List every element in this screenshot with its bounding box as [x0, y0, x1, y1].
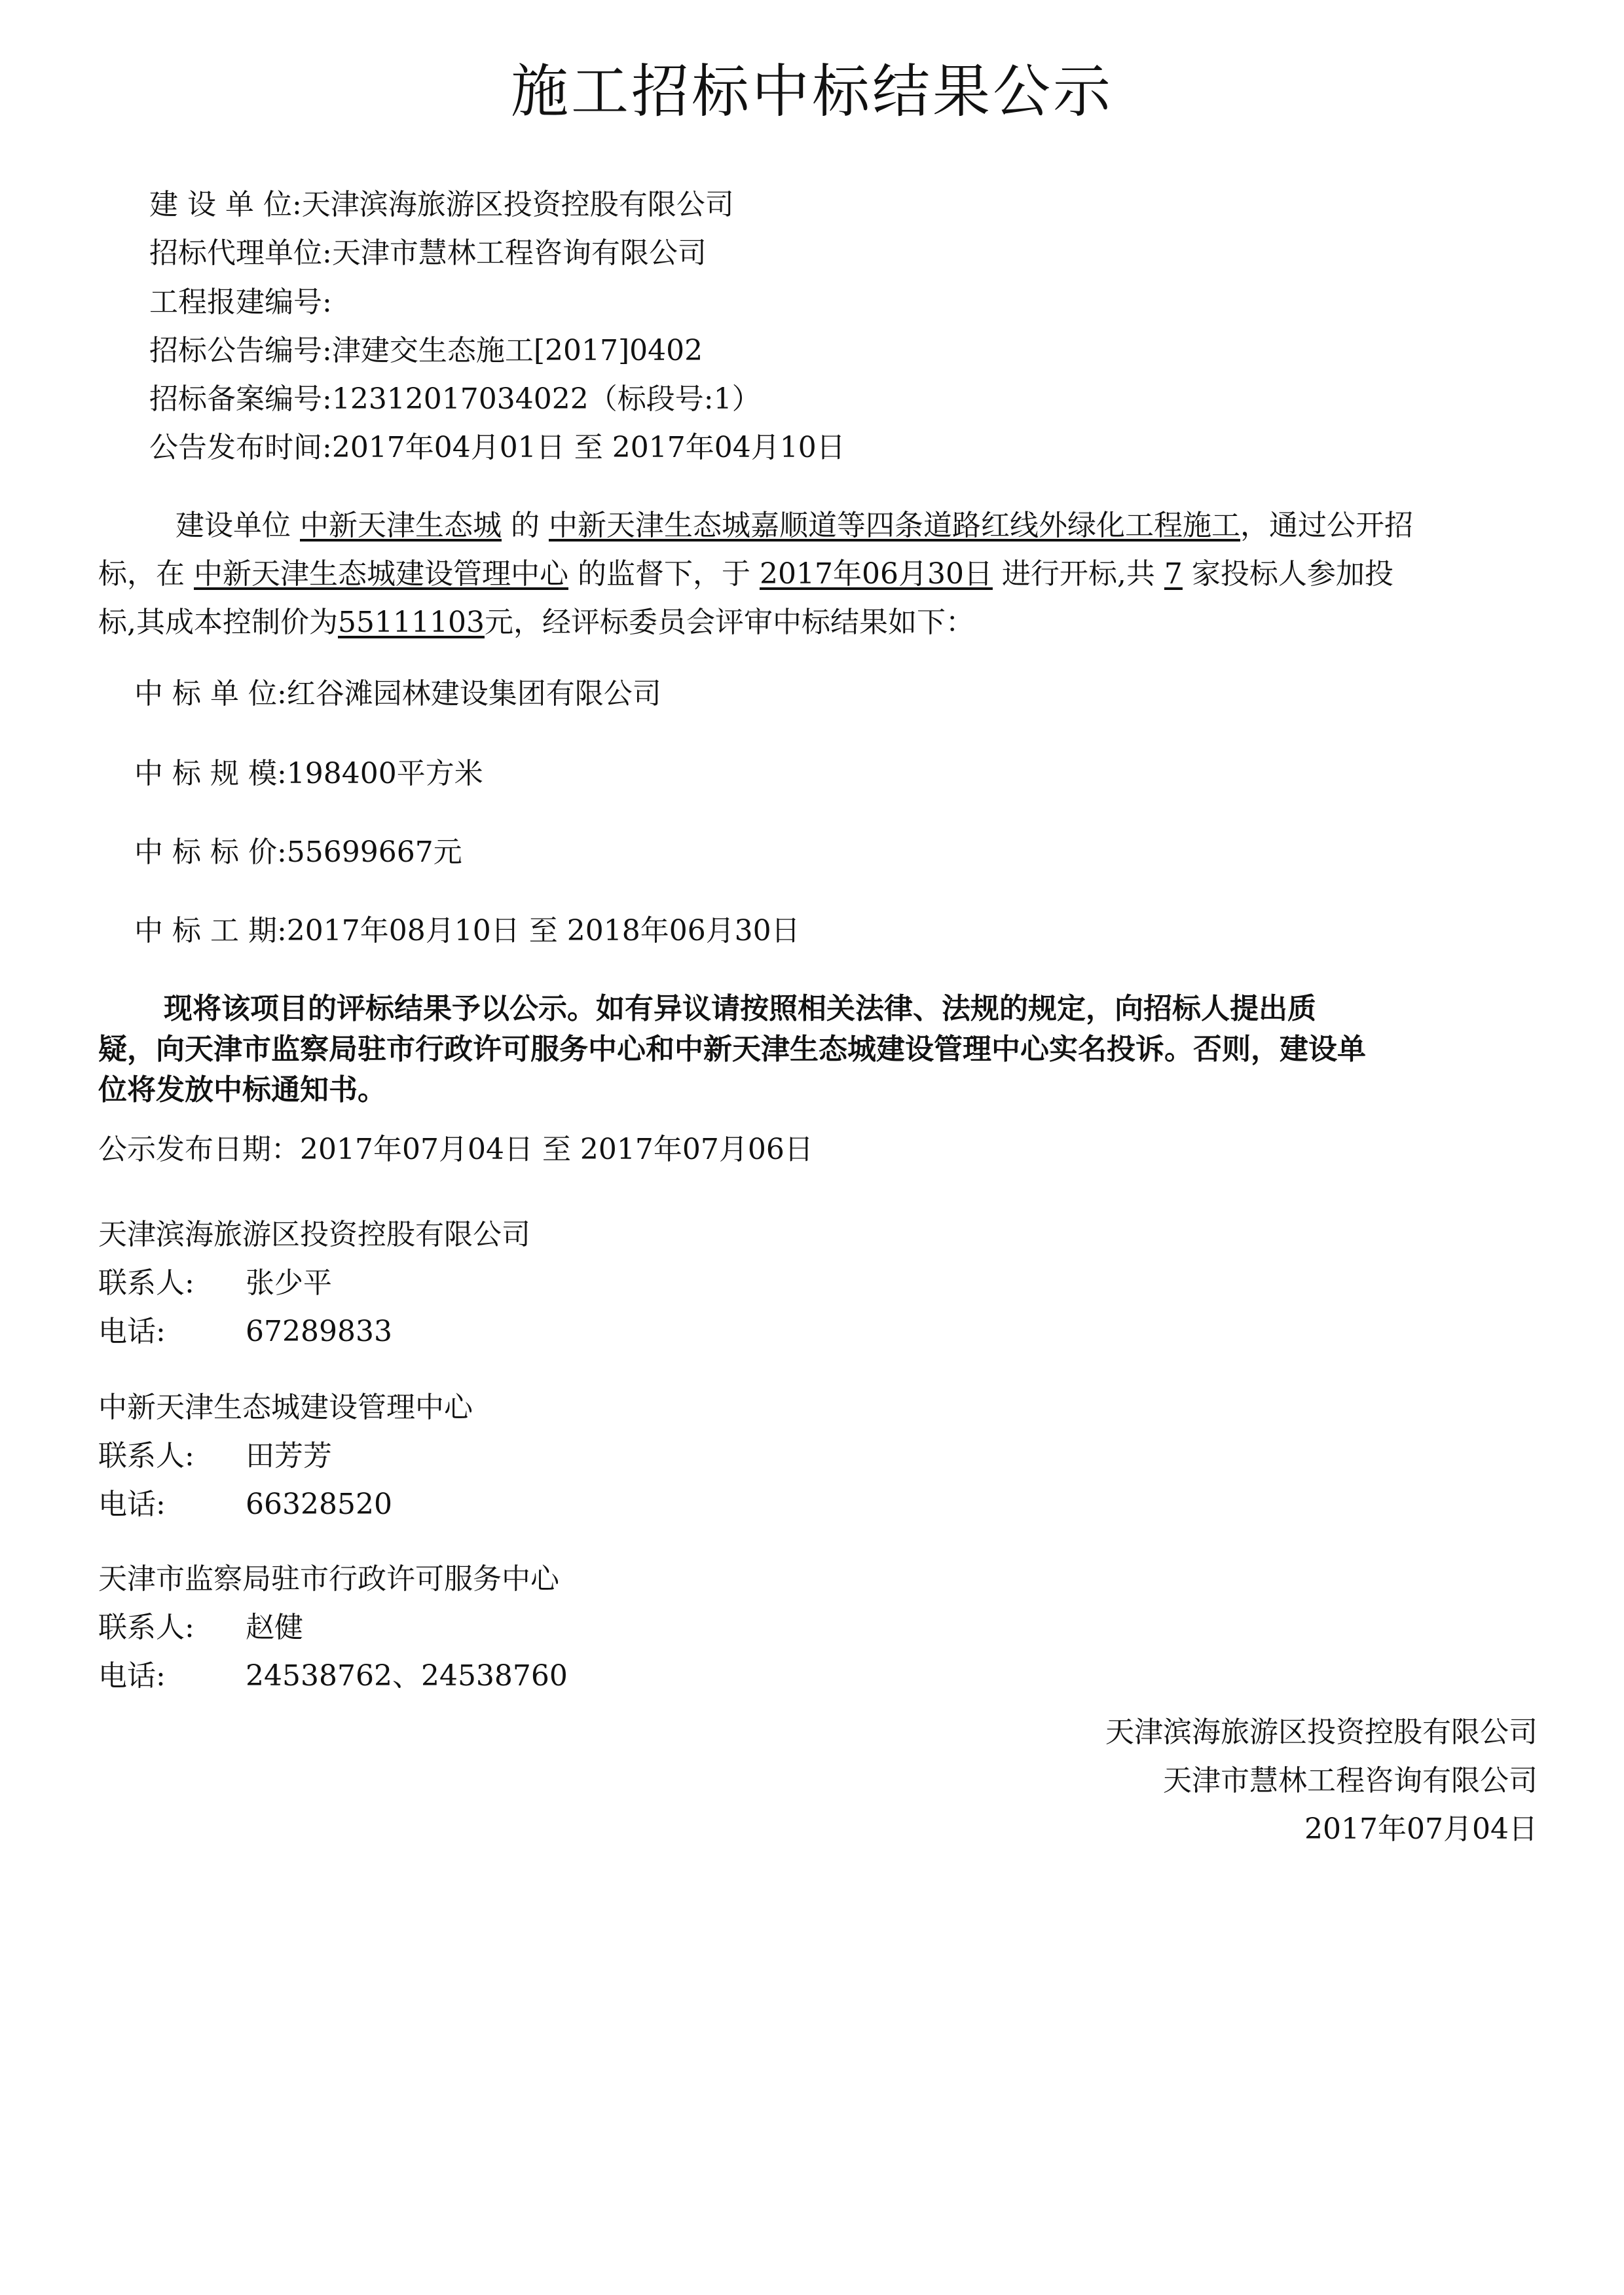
intro-text: 标，在 — [98, 557, 194, 591]
owner-name: 中新天津生态城 — [300, 509, 502, 542]
person-label: 联系人: — [98, 1611, 194, 1644]
phone-number: 24538762、24538760 — [246, 1659, 568, 1693]
field-value: 55699667元 — [286, 835, 462, 869]
person-name: 张少平 — [246, 1266, 332, 1300]
phone-label: 电话: — [98, 1315, 166, 1348]
bidder-count: 7 — [1164, 557, 1183, 591]
field-label: 招标备案编号: — [149, 382, 332, 416]
field-value: 天津市慧林工程咨询有限公司 — [331, 236, 707, 270]
phone-label: 电话: — [98, 1659, 166, 1693]
intro-text: 的 — [502, 509, 549, 542]
opening-date: 2017年06月30日 — [759, 557, 993, 591]
contact-phone-3 — [98, 1657, 568, 1696]
result-price — [134, 833, 462, 872]
field-label: 招标代理单位: — [149, 236, 332, 270]
contact-phone-1 — [98, 1312, 392, 1351]
field-value: 2017年04月01日 至 2017年04月10日 — [331, 431, 845, 464]
field-value: 2017年08月10日 至 2018年06月30日 — [286, 914, 800, 947]
person-name: 田芳芳 — [246, 1439, 332, 1473]
field-label: 中 标 工 期: — [134, 914, 287, 947]
phone-number: 66328520 — [246, 1488, 392, 1521]
field-record-number — [149, 380, 761, 419]
intro-text: 的监督下，于 — [568, 557, 760, 591]
result-scale — [134, 754, 483, 794]
contact-person-3 — [98, 1608, 303, 1647]
field-label: 招标公告编号: — [149, 334, 332, 367]
field-label: 建 设 单 位: — [149, 188, 302, 221]
phone-number: 67289833 — [246, 1315, 392, 1348]
document-title: 施工招标中标结果公示 — [510, 58, 1113, 125]
signature-date: 2017年07月04日 — [1304, 1812, 1538, 1846]
field-value: 198400平方米 — [286, 757, 483, 790]
intro-line-2 — [98, 550, 1585, 598]
field-project-number — [149, 283, 332, 322]
field-value: 天津滨海旅游区投资控股有限公司 — [301, 188, 734, 221]
field-label: 中 标 标 价: — [134, 835, 287, 869]
intro-text: 标,其成本控制价为 — [98, 606, 338, 639]
intro-text: 进行开标,共 — [992, 557, 1164, 591]
field-value: 红谷滩园林建设集团有限公司 — [286, 677, 661, 710]
intro-line-3 — [98, 598, 1585, 647]
contact-org-3: 天津市监察局驻市行政许可服务中心 — [98, 1562, 559, 1596]
signature-org-1: 天津滨海旅游区投资控股有限公司 — [1105, 1716, 1538, 1749]
contact-phone-2 — [98, 1485, 392, 1524]
field-value: 津建交生态施工[2017]0402 — [331, 334, 703, 367]
contact-person-1 — [98, 1264, 332, 1303]
cost-control-price: 55111103 — [338, 606, 485, 639]
contact-person-2 — [98, 1437, 332, 1476]
field-label: 公告发布时间: — [149, 431, 332, 464]
notice-line-1 — [98, 989, 1539, 1029]
signature-org-2: 天津市慧林工程咨询有限公司 — [1163, 1764, 1538, 1797]
intro-paragraph — [98, 502, 1585, 647]
field-label: 中 标 规 模: — [134, 757, 287, 790]
field-agency — [149, 234, 707, 273]
notice-line-2: 疑，向天津市监察局驻市行政许可服务中心和中新天津生态城建设管理中心实名投诉。否则，建设单 — [98, 1033, 1366, 1066]
phone-label: 电话: — [98, 1488, 166, 1521]
field-value: 12312017034022（标段号:1） — [331, 382, 761, 416]
contact-org-1: 天津滨海旅游区投资控股有限公司 — [98, 1218, 530, 1251]
notice-text: 现将该项目的评标结果予以公示。如有异议请按照相关法律、法规的规定，向招标人提出质 — [164, 992, 1316, 1025]
intro-text: 元，经评标委员会评审中标结果如下： — [484, 606, 974, 639]
notice-line-3: 位将发放中标通知书。 — [98, 1073, 386, 1107]
field-announcement-number — [149, 331, 703, 371]
intro-text: 建设单位 — [175, 509, 300, 542]
intro-line-1 — [98, 502, 1585, 550]
person-label: 联系人: — [98, 1439, 194, 1473]
project-name: 中新天津生态城嘉顺道等四条道路红线外绿化工程施工 — [548, 509, 1240, 542]
field-construction-unit — [149, 185, 734, 225]
person-label: 联系人: — [98, 1266, 194, 1300]
person-name: 赵健 — [246, 1611, 303, 1644]
intro-text: 家投标人参加投 — [1182, 557, 1393, 591]
supervisor-name: 中新天津生态城建设管理中心 — [194, 557, 568, 591]
contact-org-2: 中新天津生态城建设管理中心 — [98, 1391, 473, 1424]
field-announcement-period — [149, 428, 845, 468]
notice-paragraph — [98, 989, 1539, 1111]
field-label: 中 标 单 位: — [134, 677, 287, 710]
field-label: 工程报建编号: — [149, 285, 332, 319]
publish-period: 公示发布日期：2017年07月04日 至 2017年07月06日 — [98, 1133, 813, 1166]
result-winner — [134, 674, 661, 714]
result-duration — [134, 911, 800, 951]
intro-text: ，通过公开招 — [1240, 509, 1413, 542]
